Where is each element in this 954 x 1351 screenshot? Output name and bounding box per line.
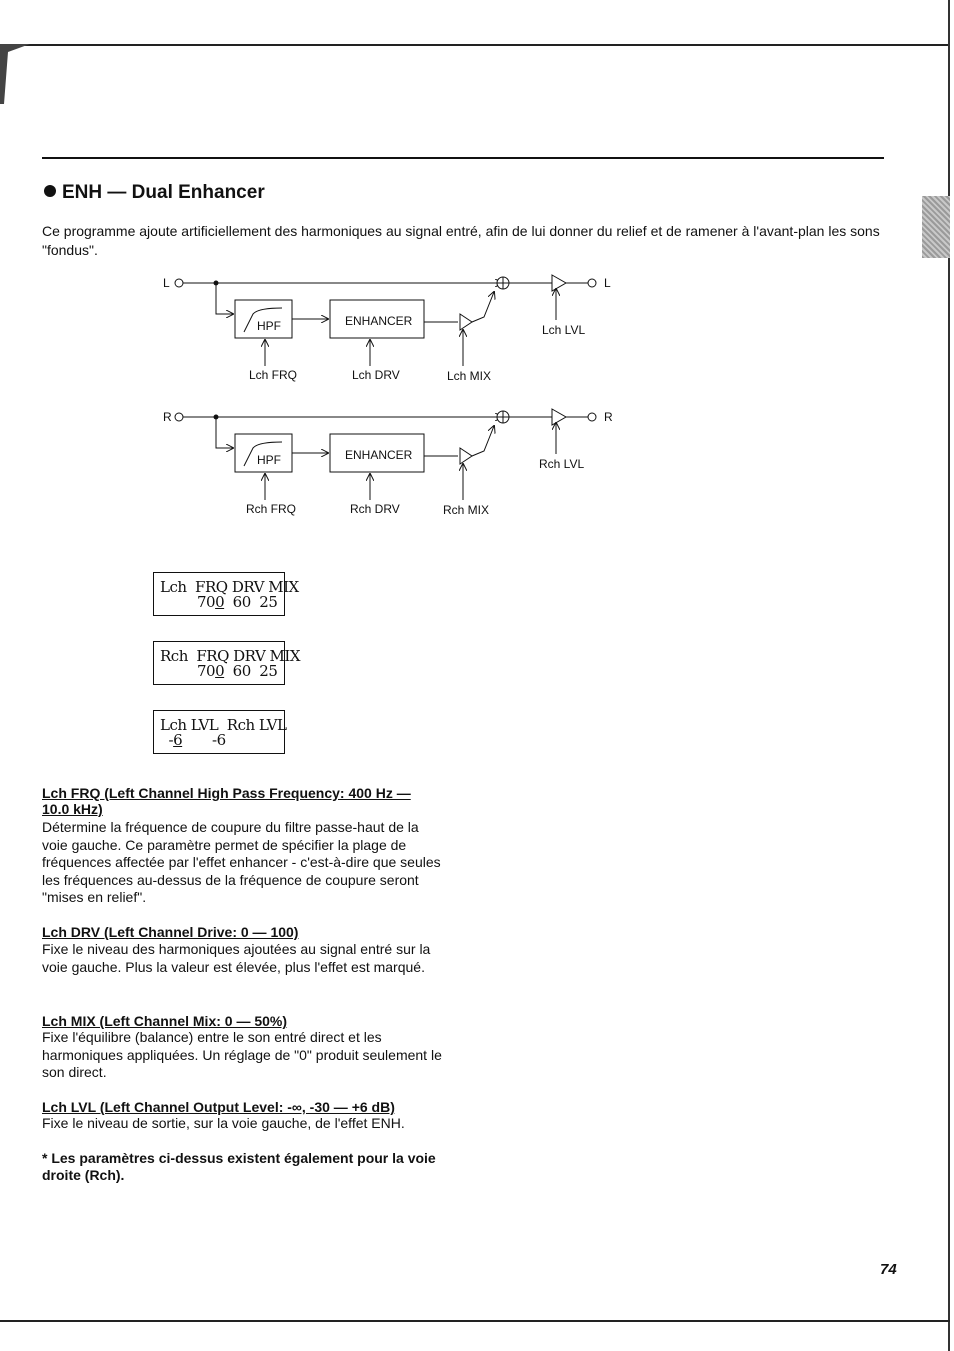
scan-top-edge	[0, 44, 950, 46]
left-input-label: L	[163, 276, 170, 290]
left-output-label: L	[604, 276, 611, 290]
param-title-lch-lvl: Lch LVL (Left Channel Output Level: -∞, -30 — +6 dB)	[42, 1099, 395, 1115]
param-desc-lch-lvl: Fixe le niveau de sortie, sur la voie gauche, de l'effet ENH.	[42, 1115, 405, 1131]
left-mix-label: Lch MIX	[447, 369, 492, 383]
right-mix-label: Rch MIX	[443, 503, 490, 517]
right-enhancer-label: ENHANCER	[345, 448, 413, 462]
lcd-line-2: -6 -6	[160, 731, 226, 749]
lcd-line-1: Lch FRQ DRV MIX	[160, 578, 299, 596]
left-hpf-label: HPF	[257, 319, 281, 333]
lcd-screen-rch	[153, 641, 301, 685]
param-desc-lch-drv: Fixe le niveau des harmoniques ajoutées au signal entré sur la voie gauche. Plus la valeur est élevée, plus l'effet est marqué.	[42, 941, 431, 975]
signal-flow-diagram	[150, 262, 630, 524]
section-title: ENH — Dual Enhancer	[44, 182, 265, 204]
lcd-screen-lch	[153, 572, 299, 616]
param-title-lch-mix: Lch MIX (Left Channel Mix: 0 — 50%)	[42, 1013, 288, 1029]
left-lvl-label: Lch LVL	[542, 323, 586, 337]
right-channel-path	[163, 409, 613, 517]
param-desc-lch-mix: Fixe l'équilibre (balance) entre le son entré direct et les harmoniques appliquées. Un réglage de "0" produit seulement le son direct.	[42, 1029, 442, 1080]
scan-bottom-edge	[0, 1320, 950, 1322]
right-hpf-label: HPF	[257, 453, 281, 467]
scan-corner-shadow	[0, 44, 30, 104]
right-drv-label: Rch DRV	[350, 502, 400, 516]
lcd-screen-lvl	[153, 710, 285, 754]
intro-paragraph: Ce programme ajoute artificiellement des harmoniques au signal entré, afin de lui donner du relief et de ramener à l'avant-plan les sons "fondus".	[42, 223, 880, 258]
page-number: 74	[880, 1261, 897, 1278]
bullet-icon	[44, 185, 56, 197]
left-drv-label: Lch DRV	[352, 368, 400, 382]
right-input-label: R	[163, 410, 172, 424]
param-title-lch-frq: Lch FRQ (Left Channel High Pass Frequency: 400 Hz — 10.0 kHz)	[42, 785, 411, 817]
param-desc-lch-frq: Détermine la fréquence de coupure du filtre passe-haut de la voie gauche. Ce paramètre permet de spécifier la plage de fréquences affectée par l'effet enhancer - c'est-à-dire que seules les fréquences au-dessus de la fréquence de coupure seront "mises en relief".	[42, 819, 441, 905]
right-output-label: R	[604, 410, 613, 424]
param-title-lch-drv: Lch DRV (Left Channel Drive: 0 — 100)	[42, 924, 299, 940]
left-frq-label: Lch FRQ	[249, 368, 298, 382]
left-channel-path	[163, 275, 611, 383]
lcd-line-2: 700 60 25	[197, 593, 278, 611]
right-frq-label: Rch FRQ	[246, 502, 297, 516]
lcd-line-1: Lch LVL Rch LVL	[160, 716, 287, 734]
chapter-side-tab	[922, 196, 950, 258]
right-lvl-label: Rch LVL	[539, 457, 585, 471]
header-rule	[42, 157, 884, 159]
lcd-line-2: 700 60 25	[197, 662, 278, 680]
footnote: * Les paramètres ci-dessus existent également pour la voie droite (Rch).	[42, 1150, 436, 1183]
left-enhancer-label: ENHANCER	[345, 314, 413, 328]
lcd-line-1: Rch FRQ DRV MIX	[160, 647, 301, 665]
